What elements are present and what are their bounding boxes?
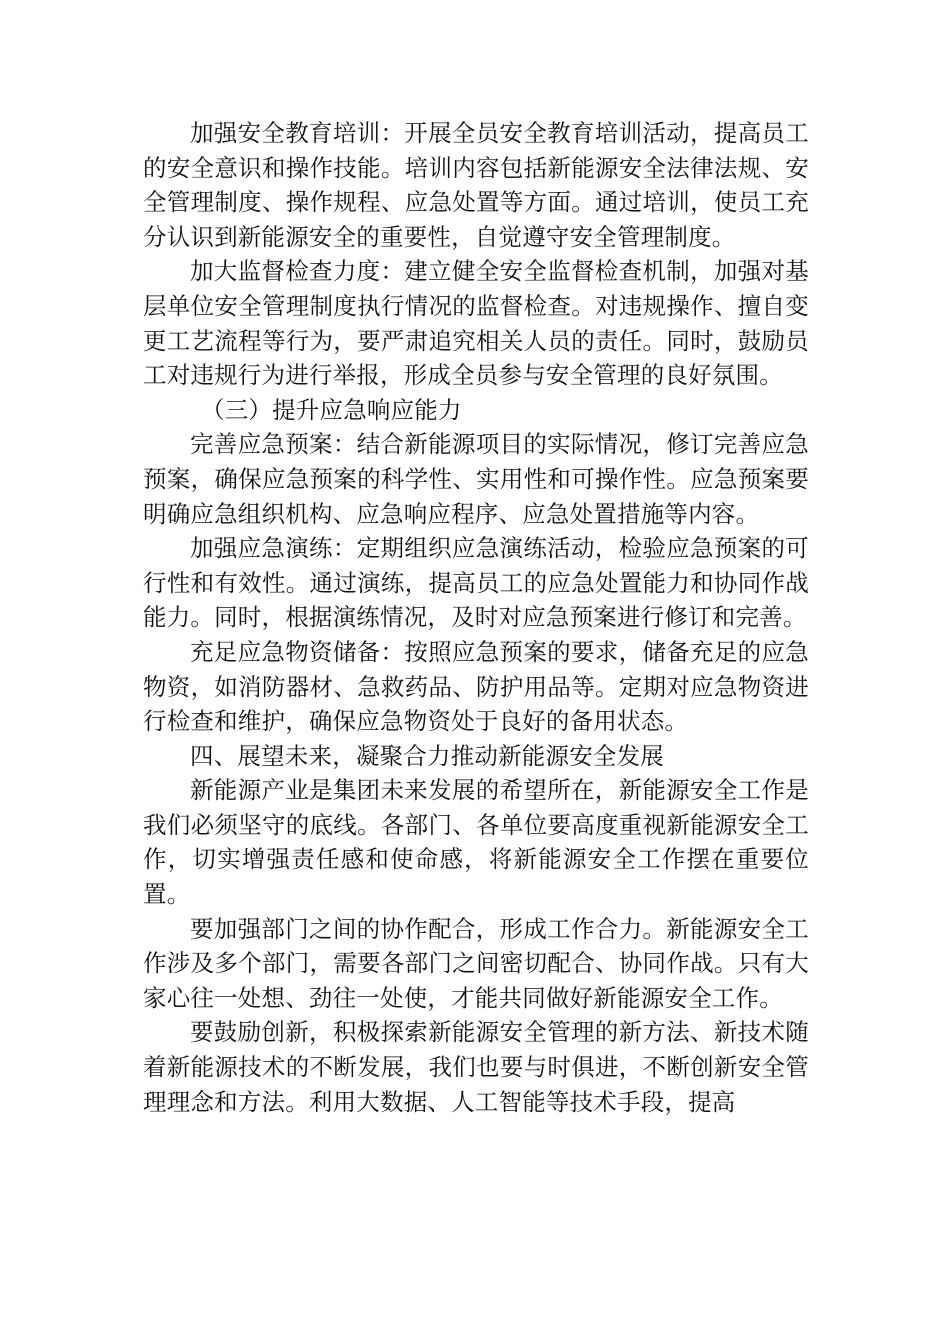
- paragraph-emergency-supplies: 充足应急物资储备：按照应急预案的要求，储备充足的应急物资，如消防器材、急救药品、防护用品等。定期对应急物资进行检查和维护，确保应急物资处于良好的备用状态。: [143, 637, 809, 736]
- paragraph-innovation: 要鼓励创新，积极探索新能源安全管理的新方法、新技术随着新能源技术的不断发展，我们也要与时俱进，不断创新安全管理理念和方法。利用大数据、人工智能等技术手段，提高: [143, 1018, 809, 1116]
- section-heading-outlook: 四、展望未来，凝聚合力推动新能源安全发展: [190, 741, 664, 770]
- paragraph-safety-training: 加强安全教育培训：开展全员安全教育培训活动，提高员工的安全意识和操作技能。培训内容包括新能源安全法律法规、安全管理制度、操作规程、应急处置等方面。通过培训，使员工充分认识到新能源安全的重要性，自觉遵守安全管理制度。: [143, 119, 809, 251]
- paragraph-emergency-plan: 完善应急预案：结合新能源项目的实际情况，修订完善应急预案，确保应急预案的科学性、实用性和可操作性。应急预案要明确应急组织机构、应急响应程序、应急处置措施等内容。: [143, 430, 809, 528]
- paragraph-emergency-drill: 加强应急演练：定期组织应急演练活动，检验应急预案的可行性和有效性。通过演练，提高员工的应急处置能力和协同作战能力。同时，根据演练情况，及时对应急预案进行修订和完善。: [143, 534, 809, 632]
- paragraph-supervision: 加大监督检查力度：建立健全安全监督检查机制，加强对基层单位安全管理制度执行情况的监督检查。对违规操作、擅自变更工艺流程等行为，要严肃追究相关人员的责任。同时，鼓励员工对违规行为进行举报，形成全员参与安全管理的良好氛围。: [143, 257, 809, 390]
- document-page: [143, 116, 809, 1119]
- paragraph-importance: 新能源产业是集团未来发展的希望所在，新能源安全工作是我们必须坚守的底线。各部门、各单位要高度重视新能源安全工作，切实增强责任感和使命感，将新能源安全工作摆在重要位置。: [143, 776, 809, 909]
- section-heading-emergency: （三）提升应急响应能力: [201, 395, 462, 424]
- paragraph-cooperation: 要加强部门之间的协作配合，形成工作合力。新能源安全工作涉及多个部门，需要各部门之间密切配合、协同作战。只有大家心往一处想、劲往一处使，才能共同做好新能源安全工作。: [143, 914, 809, 1012]
